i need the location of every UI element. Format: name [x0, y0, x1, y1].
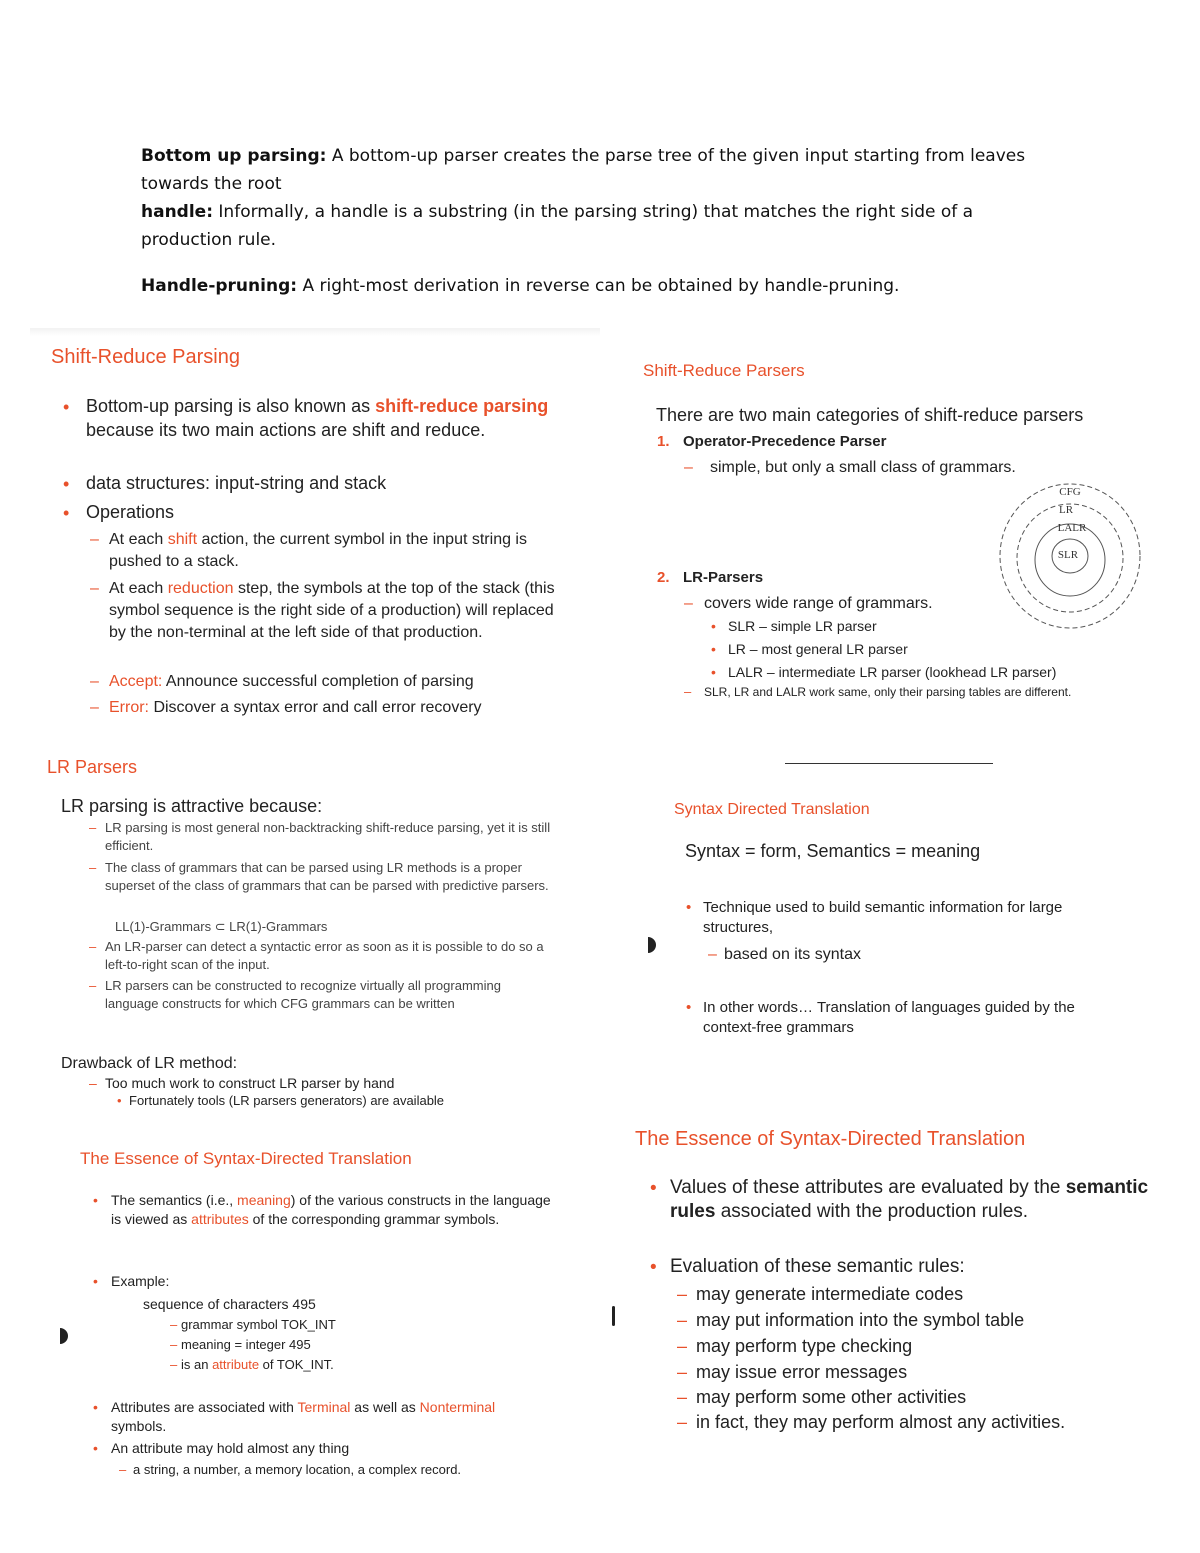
sr-parsers-sub-1: SLR – simple LR parser	[728, 618, 877, 634]
sr-parsers-item-2: LR-Parsers	[683, 569, 764, 586]
essence-left-title: The Essence of Syntax-Directed Translation	[80, 1149, 412, 1168]
diagram-label-slr: SLR	[1057, 549, 1079, 561]
bullet-icon: •	[711, 618, 716, 634]
el-ex4-post: of TOK_INT.	[259, 1357, 334, 1372]
dash-icon: –	[684, 459, 693, 476]
dash-icon: –	[684, 595, 693, 612]
slide-edge-marker	[648, 937, 656, 953]
bullet-icon: •	[93, 1273, 98, 1289]
er-dash-4: may issue error messages	[696, 1362, 908, 1382]
dash-icon: –	[89, 820, 97, 835]
dash-icon: –	[89, 939, 97, 954]
bullet-icon: •	[650, 1178, 657, 1199]
sr-bullet-1	[86, 394, 556, 442]
sr-parsers-sub-2: LR – most general LR parser	[728, 641, 908, 657]
lr-drawback-2: Fortunately tools (LR parsers generators) are available	[129, 1093, 445, 1108]
sr-bullet-3: Operations	[86, 502, 175, 522]
bullet-icon: •	[117, 1093, 122, 1108]
el-example-1: sequence of characters 495	[143, 1296, 316, 1312]
sr-d2-pre: At each	[109, 580, 168, 597]
er-bullet-2: Evaluation of these semantic rules:	[670, 1256, 965, 1277]
el-bullet-3	[111, 1398, 551, 1436]
sr-parsers-note: SLR, LR and LALR work same, only their parsing tables are different.	[704, 685, 1072, 699]
bullet-icon: •	[650, 1257, 657, 1278]
intro-label-handle: handle:	[141, 202, 214, 222]
grammar-hierarchy-diagram	[998, 478, 1146, 638]
intro-text-handle: Informally, a handle is a substring (in the parsing string) that matches the right side of a production rule.	[141, 202, 974, 250]
sdt-title: Syntax Directed Translation	[674, 801, 870, 818]
sr-d1-post: action, the current symbol in the input string is pushed to a stack.	[109, 531, 527, 570]
el-bullet-1	[111, 1191, 551, 1229]
section-divider	[785, 763, 993, 764]
bullet-icon: •	[686, 999, 692, 1016]
slide-edge-marker	[60, 1328, 68, 1344]
bullet-icon: •	[63, 503, 70, 523]
el-b3-mid: as well as	[350, 1399, 420, 1415]
diagram-label-lr: LR	[1058, 504, 1074, 516]
el-bullet-2: Example:	[111, 1273, 170, 1289]
intro-text-handle-pruning: A right-most derivation in reverse can be obtained by handle-pruning.	[297, 276, 900, 296]
lr-dash-3: An LR-parser can detect a syntactic error as soon as it is possible to do so a left-to-right scan of the input.	[105, 939, 544, 972]
lr-dash-1: LR parsing is most general non-backtracking shift-reduce parsing, yet it is still efficient.	[105, 820, 551, 853]
el-b1-pre: The semantics (i.e.,	[111, 1192, 238, 1208]
sdt-bullet-1: Technique used to build semantic information for large structures,	[703, 899, 1063, 936]
er-dash-2: may put information into the symbol table	[696, 1310, 1025, 1330]
intro-label-handle-pruning: Handle-pruning:	[141, 276, 298, 296]
er-bullet-1	[670, 1176, 1185, 1224]
bullet-icon: •	[93, 1440, 98, 1456]
dash-icon: –	[677, 1284, 688, 1304]
sdt-bullet-2: In other words… Translation of languages guided by the context-free grammars	[703, 999, 1075, 1036]
shift-reduce-parsing-title: Shift-Reduce Parsing	[51, 346, 240, 368]
dash-icon: –	[90, 673, 99, 690]
dash-icon: –	[119, 1462, 127, 1477]
intro-text-bottom-up: A bottom-up parser creates the parse tree of the given input starting from leaves towards the root	[141, 146, 1026, 194]
sr-d3-highlight: Accept:	[109, 673, 163, 690]
dash-icon: –	[170, 1317, 178, 1332]
lr-heading: LR parsing is attractive because:	[61, 796, 323, 816]
slide-top-border	[30, 328, 600, 336]
dash-icon: –	[677, 1336, 688, 1356]
dash-icon: –	[90, 580, 99, 597]
sr-parsers-sub-3: LALR – intermediate LR parser (lookhead LR parser)	[728, 664, 1057, 680]
sr-parsers-item-1-desc: simple, but only a small class of grammars.	[710, 459, 1016, 476]
er-dash-6: in fact, they may perform almost any activities.	[696, 1412, 1066, 1432]
er-b1-post: associated with the production rules.	[715, 1201, 1029, 1222]
intro-paragraph-handle	[141, 198, 1001, 254]
er-dash-1: may generate intermediate codes	[696, 1284, 964, 1304]
dash-icon: –	[90, 531, 99, 548]
el-example-4	[181, 1356, 334, 1374]
lr-formula: LL(1)-Grammars ⊂ LR(1)-Grammars	[115, 919, 328, 934]
sr-d3-post: Announce successful completion of parsing	[162, 673, 474, 690]
dash-icon: –	[708, 946, 717, 963]
el-ex4-highlight: attribute	[212, 1357, 260, 1372]
sr-d1-highlight: shift	[167, 531, 198, 548]
sr-d4-highlight: Error:	[109, 699, 149, 716]
bullet-icon: •	[711, 641, 716, 657]
dash-icon: –	[170, 1337, 178, 1352]
lr-dash-2: The class of grammars that can be parsed using LR methods is a proper superset of the class of grammars that can be parsed with predictive parsers.	[105, 860, 549, 893]
lr-drawback-1: Too much work to construct LR parser by hand	[105, 1075, 395, 1091]
er-dash-3: may perform type checking	[696, 1336, 913, 1356]
bullet-icon: •	[63, 474, 70, 494]
el-ex4-pre: is an	[181, 1357, 213, 1372]
sr-dash-2	[109, 578, 559, 644]
slide-edge-marker	[612, 1306, 615, 1326]
er-b1-bold: semantic rules	[670, 1177, 1149, 1222]
bullet-icon: •	[711, 664, 716, 680]
er-dash-5: may perform some other activities	[696, 1387, 967, 1407]
lr-parsers-title: LR Parsers	[47, 757, 138, 777]
el-bullet-4-dash: a string, a number, a memory location, a complex record.	[133, 1462, 462, 1477]
sr-parsers-num-1: 1.	[657, 433, 670, 450]
el-b3-highlight-nonterminal: Nonterminal	[419, 1399, 496, 1415]
sr-d4-post: Discover a syntax error and call error recovery	[149, 699, 482, 716]
dash-icon: –	[90, 699, 99, 716]
sr-b1-highlight: shift-reduce parsing	[375, 396, 549, 416]
lr-dash-4: LR parsers can be constructed to recognize virtually all programming language constructs for which CFG grammars can be written	[105, 978, 501, 1011]
el-b3-post: symbols.	[111, 1418, 167, 1434]
sr-parsers-heading: There are two main categories of shift-reduce parsers	[656, 405, 1084, 425]
essence-right-title: The Essence of Syntax-Directed Translation	[635, 1128, 1026, 1150]
sr-dash-3	[109, 671, 569, 693]
dash-icon: –	[677, 1362, 688, 1382]
diagram-label-cfg: CFG	[1059, 486, 1081, 498]
dash-icon: –	[677, 1412, 688, 1432]
dash-icon: –	[684, 684, 692, 699]
sr-b1-pre: Bottom-up parsing is also known as	[86, 396, 376, 416]
sdt-heading: Syntax = form, Semantics = meaning	[685, 841, 981, 861]
sr-parsers-title: Shift-Reduce Parsers	[643, 361, 805, 380]
el-b1-post: of the corresponding grammar symbols.	[248, 1211, 500, 1227]
sr-d2-highlight: reduction	[167, 580, 234, 597]
intro-label-bottom-up: Bottom up parsing:	[141, 146, 327, 166]
dash-icon: –	[170, 1357, 178, 1372]
intro-paragraph-handle-pruning	[141, 272, 1041, 300]
el-b3-highlight-terminal: Terminal	[297, 1399, 351, 1415]
bullet-icon: •	[686, 899, 692, 916]
dash-icon: –	[89, 1075, 97, 1091]
sr-bullet-2: data structures: input-string and stack	[86, 473, 387, 493]
dash-icon: –	[677, 1310, 688, 1330]
bullet-icon: •	[63, 397, 70, 417]
sr-d2-post: step, the symbols at the top of the stack (this symbol sequence is the right side of a production) will replaced by the non-terminal at the left side of that production.	[109, 580, 555, 641]
intro-paragraph-bottom-up	[141, 142, 1041, 198]
sr-dash-1	[109, 529, 549, 573]
el-example-2: grammar symbol TOK_INT	[181, 1317, 336, 1332]
el-example-3: meaning = integer 495	[181, 1337, 311, 1352]
diagram-label-lalr: LALR	[1057, 522, 1087, 534]
el-b1-mid: ) of the various constructs in the language is viewed as	[111, 1192, 551, 1227]
er-b1-pre: Values of these attributes are evaluated by the	[670, 1177, 1066, 1198]
dash-icon: –	[89, 860, 97, 875]
bullet-icon: •	[93, 1399, 98, 1415]
sdt-bullet-1-dash: based on its syntax	[724, 946, 861, 963]
el-b1-highlight-attributes: attributes	[191, 1211, 249, 1227]
el-b1-highlight-meaning: meaning	[237, 1192, 291, 1208]
sr-d1-pre: At each	[109, 531, 168, 548]
dash-icon: –	[89, 978, 97, 993]
sr-b1-post: because its two main actions are shift and reduce.	[86, 420, 486, 440]
el-bullet-4: An attribute may hold almost any thing	[111, 1440, 350, 1456]
sr-dash-4	[109, 697, 569, 719]
lr-drawback-heading: Drawback of LR method:	[61, 1055, 238, 1072]
sr-parsers-item-2-desc: covers wide range of grammars.	[704, 595, 933, 612]
el-b3-pre: Attributes are associated with	[111, 1399, 298, 1415]
sr-parsers-num-2: 2.	[657, 569, 670, 586]
dash-icon: –	[677, 1387, 688, 1407]
sr-parsers-item-1: Operator-Precedence Parser	[683, 433, 887, 450]
bullet-icon: •	[93, 1192, 98, 1208]
